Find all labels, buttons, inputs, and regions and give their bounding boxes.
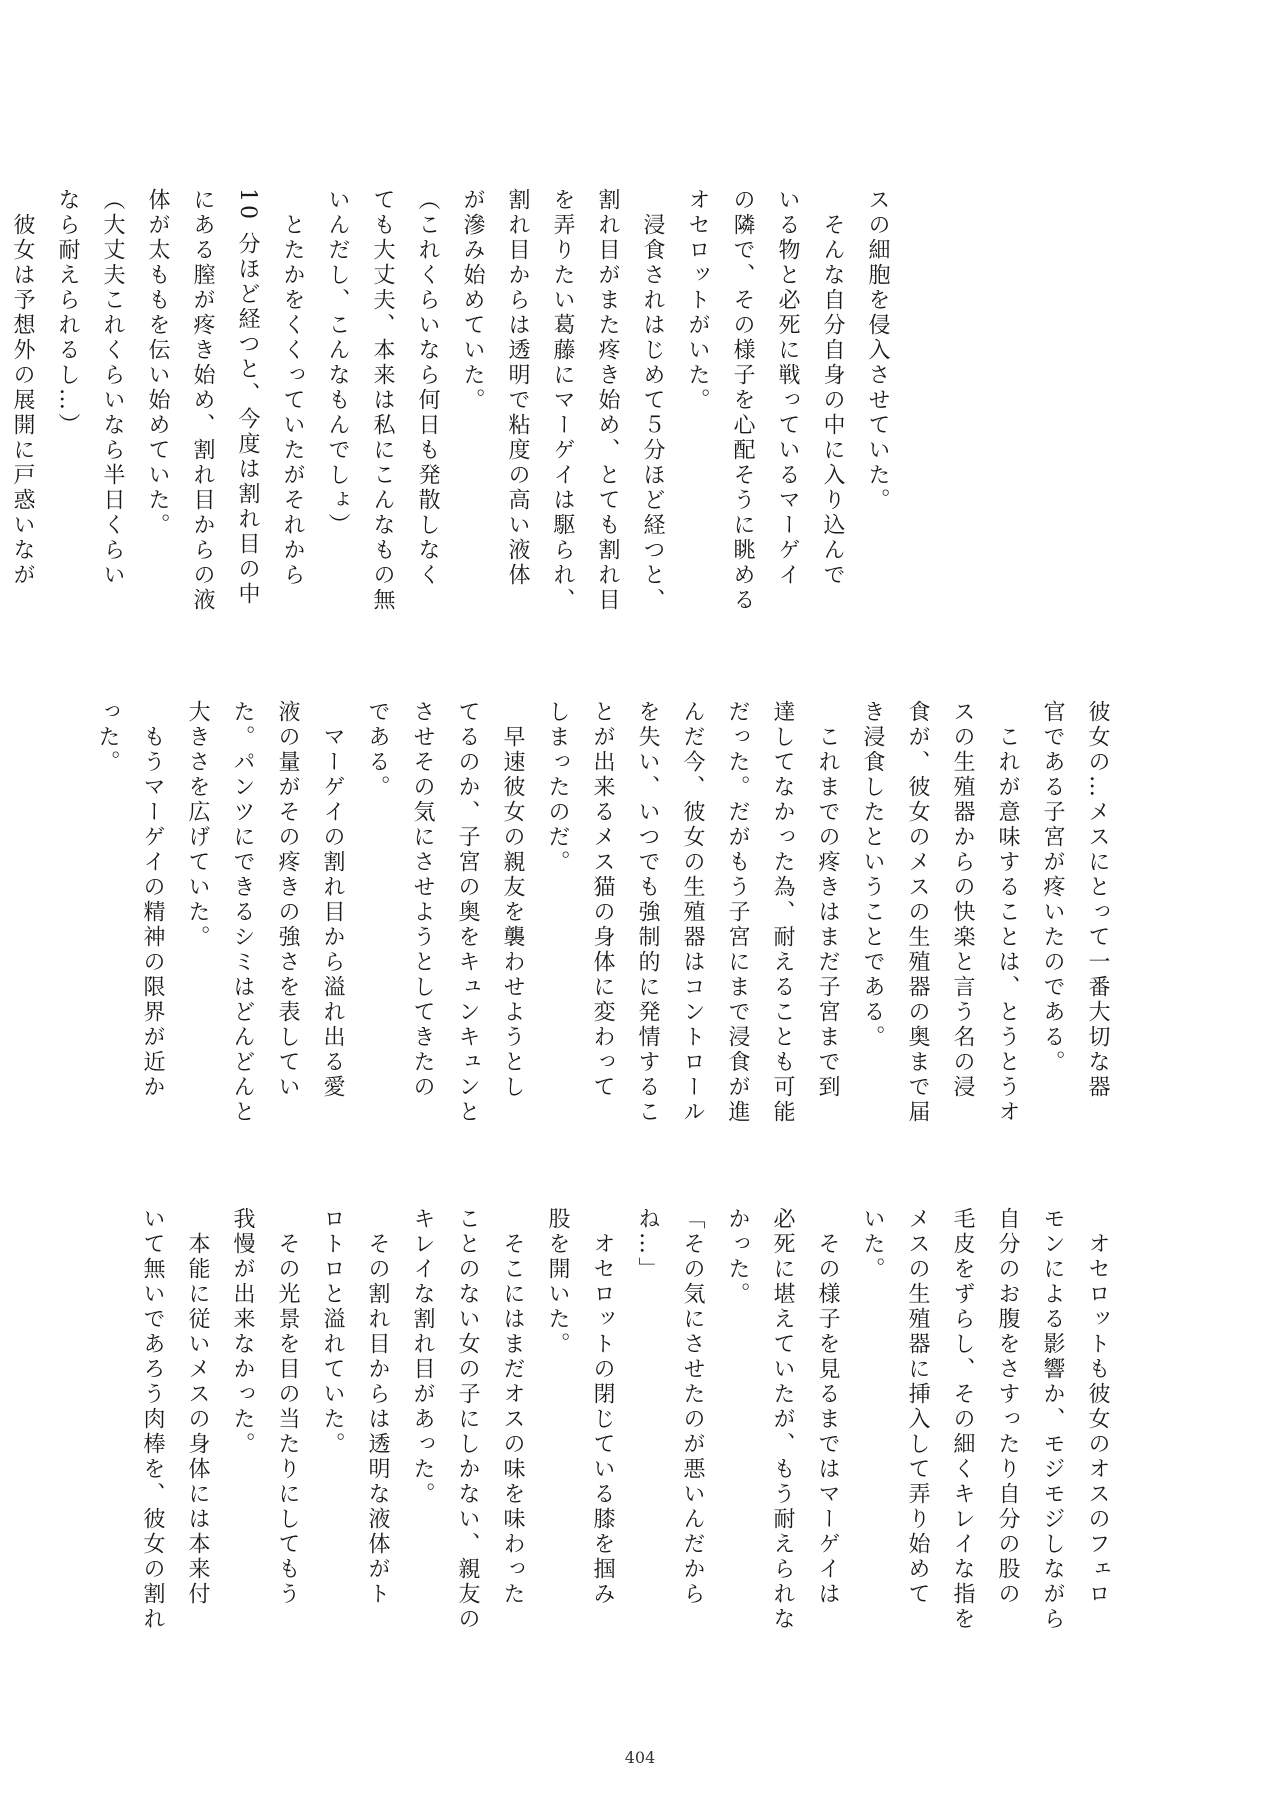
text-column: もうマーゲイの精神の限界が近か <box>140 700 165 1100</box>
text-column: 浸食されはじめて５分ほど経つと、 <box>640 188 665 613</box>
text-column: 早速彼女の親友を襲わせようとし <box>500 700 525 1100</box>
text-column: 体が太ももを伝い始めていた。 <box>145 188 170 538</box>
text-column: その様子を見るまではマーゲイは <box>815 1207 840 1607</box>
text-column: その光景を目の当たりにしてもう <box>275 1207 300 1607</box>
text-column: いんだし、こんなもんでしょ） <box>325 188 350 538</box>
text-column: オセロットがいた。 <box>685 188 710 413</box>
text-column: させその気にさせようとしてきたの <box>410 700 435 1100</box>
text-column: た。パンツにできるシミはどんどんと <box>230 700 255 1125</box>
text-block-bottom <box>140 1207 1115 1657</box>
text-column: ても大丈夫、本来は私にこんなもの無 <box>370 188 395 613</box>
text-column: き浸食したということである。 <box>860 700 885 1050</box>
text-column: 自分のお腹をさすったり自分の股の <box>995 1207 1020 1607</box>
text-column: を失い、いつでも強制的に発情するこ <box>635 700 660 1125</box>
text-column: を弄りたい葛藤にマーゲイは駆られ、 <box>550 188 575 613</box>
text-column: 本能に従いメスの身体には本来付 <box>185 1207 210 1607</box>
text-column: これまでの疼きはまだ子宮まで到 <box>815 700 840 1100</box>
text-column: いた。 <box>860 1207 885 1282</box>
text-column: メスの生殖器に挿入して弄り始めて <box>905 1207 930 1607</box>
text-column: いて無いであろう肉棒を、彼女の割れ <box>140 1207 165 1632</box>
text-column: 液の量がその疼きの強さを表してい <box>275 700 300 1100</box>
text-column: である。 <box>365 700 390 800</box>
text-column: オセロットの閉じている膝を掴み <box>590 1207 615 1607</box>
text-column: スの生殖器からの快楽と言う名の浸 <box>950 700 975 1100</box>
text-column: 大きさを広げていた。 <box>185 700 210 950</box>
text-column: その割れ目からは透明な液体がト <box>365 1207 390 1607</box>
text-column: 割れ目がまた疼き始め、とても割れ目 <box>595 188 620 613</box>
text-column: （これくらいなら何日も発散しなく <box>415 188 440 588</box>
text-column: しまったのだ。 <box>545 700 570 875</box>
text-column: にある膣が疼き始め、割れ目からの液 <box>190 188 215 613</box>
text-column: が滲み始めていた。 <box>460 188 485 413</box>
text-column: ことのない女の子にしかない、親友の <box>455 1207 480 1632</box>
text-column: 食が、彼女のメスの生殖器の奥まで届 <box>905 700 930 1125</box>
text-column: 股を開いた。 <box>545 1207 570 1357</box>
text-column: ロトロと溢れていた。 <box>320 1207 345 1457</box>
text-column: だった。だがもう子宮にまで浸食が進 <box>725 700 750 1125</box>
text-column: とたかをくくっていたがそれから <box>280 188 305 588</box>
text-column: （大丈夫これくらいなら半日くらい <box>100 188 125 588</box>
text-column: これが意味することは、とうとうオ <box>995 700 1020 1125</box>
text-column: 官である子宮が疼いたのである。 <box>1040 700 1065 1075</box>
text-column: なら耐えられるし…） <box>55 188 80 438</box>
text-block-top <box>10 188 895 648</box>
text-column: 必死に堪えていたが、もう耐えられな <box>770 1207 795 1632</box>
text-block-middle <box>95 700 1115 1140</box>
text-column: 毛皮をずらし、その細くキレイな指を <box>950 1207 975 1632</box>
text-column: そこにはまだオスの味を味わった <box>500 1207 525 1607</box>
text-column: オセロットも彼女のオスのフェロ <box>1085 1207 1110 1607</box>
text-column: 割れ目からは透明で粘度の高い液体 <box>505 188 530 588</box>
text-column: 「その気にさせたのが悪いんだから <box>680 1207 705 1607</box>
text-column: スの細胞を侵入させていた。 <box>865 188 890 513</box>
text-column: とが出来るメス猫の身体に変わって <box>590 700 615 1100</box>
text-column: てるのか、子宮の奥をキュンキュンと <box>455 700 480 1125</box>
text-column: ね…」 <box>635 1207 660 1282</box>
text-column: モンによる影響か、モジモジしながら <box>1040 1207 1065 1632</box>
text-column: んだ今、彼女の生殖器はコントロール <box>680 700 705 1125</box>
text-column: 彼女の…メスにとって一番大切な器 <box>1085 700 1110 1100</box>
text-column: 10 分ほど経つと、今度は割れ目の中 <box>235 188 260 607</box>
text-column: そんな自分自身の中に入り込んで <box>820 188 845 588</box>
text-column: った。 <box>95 700 120 775</box>
text-column: 我慢が出来なかった。 <box>230 1207 255 1457</box>
page-number: 404 <box>624 1748 656 1767</box>
text-column: 彼女は予想外の展開に戸惑いなが <box>10 188 35 588</box>
text-column: の隣で、その様子を心配そうに眺める <box>730 188 755 613</box>
text-column: マーゲイの割れ目から溢れ出る愛 <box>320 700 345 1100</box>
text-column: キレイな割れ目があった。 <box>410 1207 435 1507</box>
text-column: 達してなかった為、耐えることも可能 <box>770 700 795 1125</box>
text-column: いる物と必死に戦っているマーゲイ <box>775 188 800 588</box>
text-column: かった。 <box>725 1207 750 1307</box>
